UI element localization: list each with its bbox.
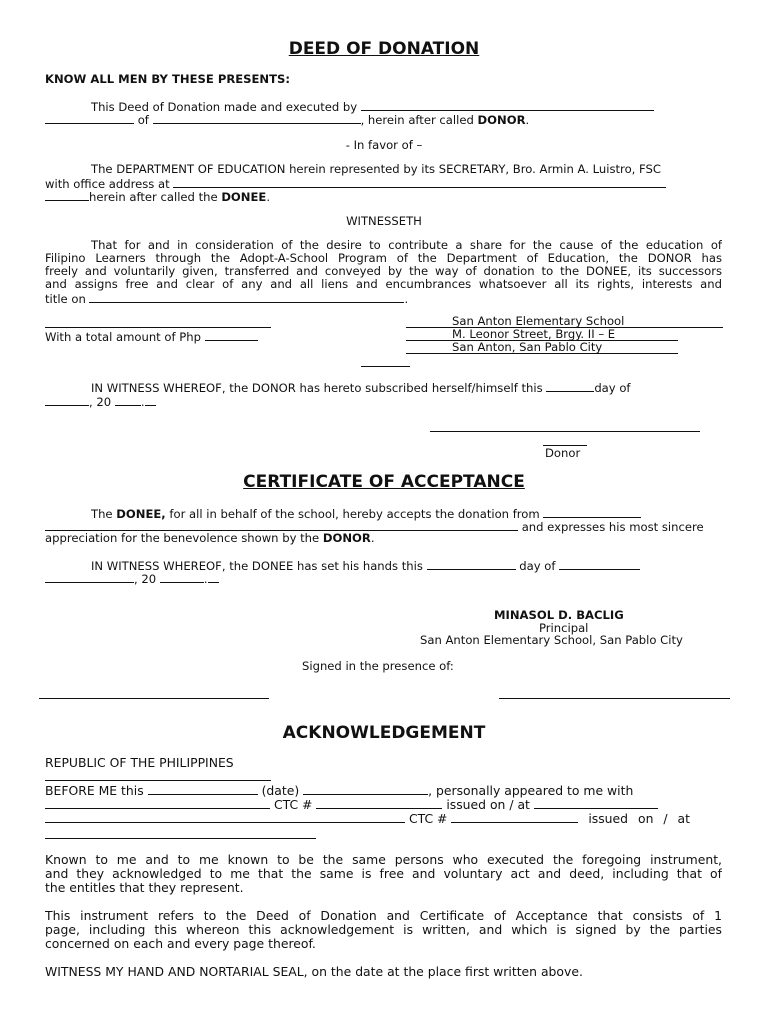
- republic-blank[interactable]: [45, 780, 271, 781]
- donor-year-line: , 20 .: [45, 394, 156, 409]
- accept-line-3-text: appreciation for the benevolence shown by the: [45, 531, 320, 545]
- donee-day-blank[interactable]: [427, 558, 516, 570]
- title-on-label: title on: [45, 292, 86, 306]
- accept-line-3: appreciation for the benevolence shown by the DONOR.: [45, 531, 375, 545]
- witnesseth: WITNESSETH: [346, 214, 422, 228]
- cert-donor-word: DONOR: [322, 531, 371, 545]
- witness-signature-1[interactable]: [39, 698, 269, 699]
- witness-seal-line: WITNESS MY HAND AND NORTARIAL SEAL, on the date at the place first written above.: [45, 964, 583, 979]
- donor-label: Donor: [545, 446, 581, 460]
- on-word: on: [637, 811, 654, 826]
- know-all-heading: KNOW ALL MEN BY THESE PRESENTS:: [45, 72, 291, 86]
- principal-title: Principal: [539, 621, 589, 635]
- office-address-label: with office address at: [45, 177, 170, 191]
- cert-donee-word: DONEE,: [116, 507, 166, 521]
- total-amount-line: [45, 329, 258, 344]
- ctc-line-1: [45, 797, 658, 812]
- accept-from-blank-2[interactable]: [45, 519, 518, 531]
- appeared-text: , personally appeared to me with: [428, 783, 634, 798]
- known-line-1: Known to me and to me known to be the same persons who executed the foregoing instrument,: [45, 853, 722, 867]
- donor-name-blank[interactable]: [361, 99, 654, 111]
- donee-year-prefix: , 20: [134, 572, 157, 586]
- consideration-line-1: That for and in consideration of the desire to contribute a share for the cause of the education of: [91, 239, 722, 252]
- consideration-line-4: and assigns free and clear of any and all liens and encumbrances whatsoever all its rights, interests and: [45, 278, 722, 291]
- donor-year-prefix: , 20: [89, 395, 112, 409]
- deed-title: DEED OF DONATION: [288, 39, 480, 59]
- donor-month-blank[interactable]: [45, 394, 89, 406]
- accept-from-blank[interactable]: [543, 506, 641, 518]
- misc-blank[interactable]: [361, 366, 410, 367]
- donee-year-line: , 20 .: [45, 571, 219, 586]
- total-amount-label: With a total amount of Php: [45, 330, 201, 344]
- donor-signature-line[interactable]: [430, 431, 700, 432]
- name-blank-2[interactable]: [45, 811, 405, 823]
- slash-word: /: [663, 811, 668, 826]
- principal-name: MINASOL D. BACLIG: [494, 608, 624, 622]
- total-amount-blank[interactable]: [205, 329, 258, 341]
- deed-intro-text: This Deed of Donation made and executed by: [91, 100, 358, 114]
- issued-blank-2[interactable]: [45, 838, 316, 839]
- item-description-blank[interactable]: [45, 327, 271, 328]
- certificate-title: CERTIFICATE OF ACCEPTANCE: [243, 472, 525, 492]
- signed-presence: Signed in the presence of:: [302, 659, 454, 673]
- the-word: The: [91, 507, 113, 521]
- title-on-line: title on .: [45, 292, 409, 306]
- instrument-line-3: concerned on each and every page thereof.: [45, 936, 316, 951]
- donee-blank[interactable]: [45, 189, 89, 201]
- donor-word: DONOR: [477, 113, 526, 127]
- school-city-line: San Anton, San Pablo City: [452, 340, 603, 354]
- witness-signature-2[interactable]: [499, 698, 730, 699]
- donor-day-of: day of: [594, 381, 631, 395]
- donor-year-blank-2[interactable]: [145, 394, 156, 406]
- issued-blank-1[interactable]: [534, 797, 658, 809]
- school-city-rule: [406, 353, 678, 354]
- republic-label: REPUBLIC OF THE PHILIPPINES: [45, 755, 234, 770]
- before-me-label: BEFORE ME this: [45, 783, 144, 798]
- donee-called-text: herein after called the: [89, 190, 218, 204]
- accept-line-2-text: and expresses his most sincere: [521, 520, 704, 534]
- principal-school: San Anton Elementary School, San Pablo City: [420, 633, 683, 647]
- in-favor-of: - In favor of –: [345, 138, 423, 152]
- donor-witness-text: IN WITNESS WHEREOF, the DONOR has hereto subscribed herself/himself this: [91, 381, 543, 395]
- school-name-line: San Anton Elementary School: [452, 314, 625, 328]
- office-address-blank[interactable]: [173, 176, 666, 188]
- accept-line-1-text: for all in behalf of the school, hereby accepts the donation from: [169, 507, 540, 521]
- known-line-2: and they acknowledged to me that the same is free and voluntary act and deed, including that of: [45, 867, 722, 881]
- title-on-blank[interactable]: [89, 291, 404, 303]
- donor-blank-1[interactable]: [45, 112, 134, 124]
- date-word: (date): [261, 783, 300, 798]
- consideration-line-2: Filipino Learners through the Adopt-A-School Program of the Department of Education, the DONOR has: [45, 252, 722, 265]
- consideration-line-3: freely and voluntarily given, transferred and conveyed by the way of donation to the DONEE, its successors: [45, 265, 722, 278]
- donee-month-blank[interactable]: [559, 558, 640, 570]
- school-street-line: M. Leonor Street, Brgy. II – E: [452, 327, 616, 341]
- at-word: at: [677, 811, 690, 826]
- of-word: of: [137, 113, 149, 127]
- issued-word: issued: [588, 811, 629, 826]
- donor-year-blank[interactable]: [115, 394, 141, 406]
- before-me-line: [45, 783, 633, 798]
- deed-of-line: of , herein after called DONOR.: [45, 112, 529, 127]
- donee-month-blank-2[interactable]: [45, 571, 134, 583]
- donee-word: DONEE: [221, 190, 267, 204]
- ctc-blank-2[interactable]: [451, 811, 578, 823]
- ctc-label-2: CTC #: [408, 811, 448, 826]
- donor-day-blank[interactable]: [546, 380, 594, 392]
- issued-label-1: issued on / at: [446, 797, 530, 812]
- ctc-line-2: [45, 811, 690, 826]
- ctc-label-1: CTC #: [273, 797, 313, 812]
- donee-witness-text: IN WITNESS WHEREOF, the DONEE has set his hands this: [91, 559, 423, 573]
- date-blank[interactable]: [303, 783, 428, 795]
- name-blank-1[interactable]: [45, 797, 270, 809]
- donee-called-line: herein after called the DONEE.: [45, 189, 270, 204]
- known-line-3: the entitles that they represent.: [45, 880, 244, 895]
- donee-day-of: day of: [519, 559, 556, 573]
- donor-witness-line: [91, 380, 631, 395]
- donor-called-text: , herein after called: [360, 113, 474, 127]
- ctc-blank-1[interactable]: [316, 797, 442, 809]
- donee-year-blank-2[interactable]: [208, 571, 219, 583]
- donor-address-blank[interactable]: [153, 112, 361, 124]
- deped-line-1: The DEPARTMENT OF EDUCATION herein represented by its SECRETARY, Bro. Armin A. Luistro, FSC: [91, 162, 661, 176]
- instrument-line-2: page, including this whereon this acknowledgement is written, and which is signed by the parties: [45, 923, 722, 937]
- instrument-line-1: This instrument refers to the Deed of Donation and Certificate of Acceptance that consists of 1: [45, 909, 722, 923]
- acknowledgement-title: ACKNOWLEDGEMENT: [282, 723, 486, 743]
- donee-year-blank[interactable]: [160, 571, 204, 583]
- before-me-day-blank[interactable]: [148, 783, 258, 795]
